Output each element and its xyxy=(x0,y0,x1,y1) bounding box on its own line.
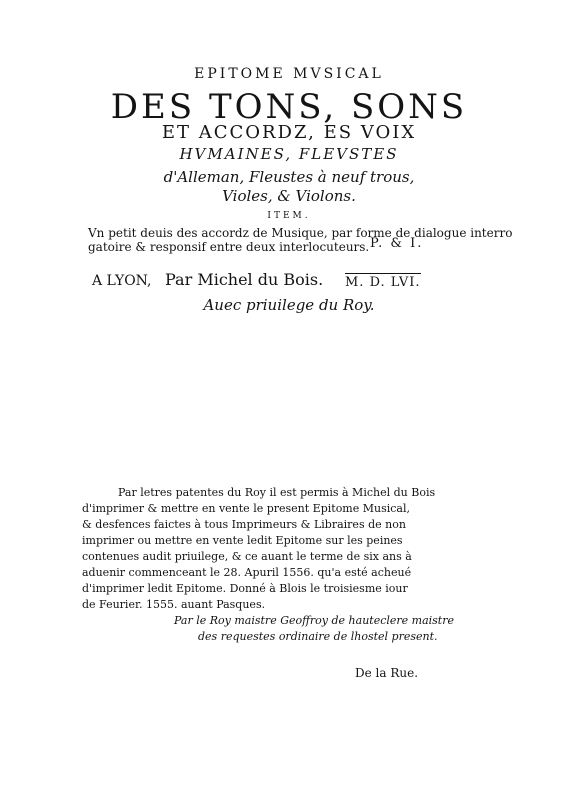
privilege-notice-line: d'imprimer ledit Epitome. Donné à Blois le troisiesme iour xyxy=(82,582,408,595)
imprint-year: M. D. LVI. xyxy=(345,275,421,290)
main-title: DES TONS, SONS xyxy=(110,87,468,127)
privilege-notice-line: contenues audit priuilege, & ce auant le terme de six ans à xyxy=(82,550,412,563)
privilege-notice-line: d'imprimer & mettre en vente le present Epitome Musical, xyxy=(82,502,410,515)
initials: P. & I. xyxy=(370,236,424,251)
privilege-notice-line: & desfences faictes à tous Imprimeurs & Libraires de non xyxy=(82,518,406,531)
instruments-line-2: Violes, & Violons. xyxy=(222,187,356,205)
privilege-notice-line: Par letres patentes du Roy il est permis à Michel du Bois xyxy=(118,486,436,499)
privilege-notice-line: aduenir commenceant le 28. Apuril 1556. qu'a esté acheué xyxy=(82,566,412,579)
privilege-notice-line: de Feurier. 1555. auant Pasques. xyxy=(82,598,266,611)
privilege-notice xyxy=(82,485,442,613)
description-line-1: Vn petit deuis des accordz de Musique, par forme de dialogue interro xyxy=(88,226,513,240)
signer-name: De la Rue. xyxy=(355,666,419,680)
privilege-line: Auec priuilege du Roy. xyxy=(203,296,375,314)
subtitle-line-1: ET ACCORDZ, ES VOIX xyxy=(161,122,417,143)
privilege-notice-line: imprimer ou mettre en vente ledit Epitome sur les peines xyxy=(82,534,403,547)
supertitle: EPITOME MVSICAL xyxy=(194,66,384,82)
subtitle-line-2: HVMAINES, FLEVSTES xyxy=(179,145,399,163)
instruments-line-1: d'Alleman, Fleustes à neuf trous, xyxy=(163,168,415,186)
description-line-2: gatoire & responsif entre deux interlocuteurs. xyxy=(88,240,370,254)
signature-line-2: des requestes ordinaire de lhostel present. xyxy=(198,630,438,643)
imprint-printer: Par Michel du Bois. xyxy=(165,270,324,289)
item-label: ITEM. xyxy=(267,211,311,221)
imprint-place: A LYON, xyxy=(92,273,152,289)
signature-line-1: Par le Roy maistre Geoffroy de hauteclere maistre xyxy=(174,614,455,627)
